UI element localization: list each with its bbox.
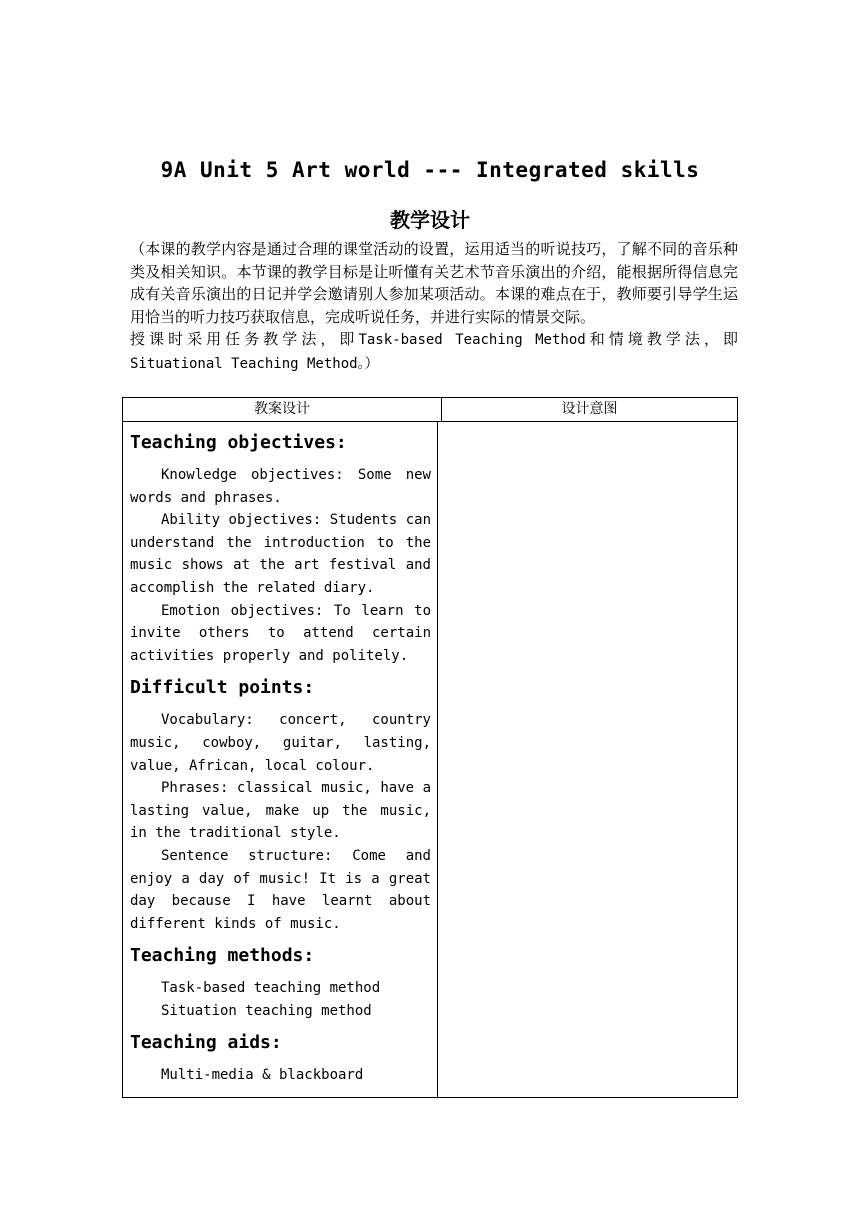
- objective-knowledge: Knowledge objectives: Some new words and phrases.: [130, 467, 431, 506]
- table-header-row: [123, 398, 737, 422]
- document-subtitle: 教学设计: [390, 208, 470, 232]
- intro-methods-c: 和情境教学法，即: [585, 330, 738, 348]
- method-item: Task-based teaching method: [161, 980, 381, 997]
- document-title: 9A Unit 5 Art world --- Integrated skills: [160, 158, 700, 182]
- objective-ability: Ability objectives: Students can understand the introduction to the music shows at the art festival and accomplish the related diary.: [130, 512, 431, 596]
- methods-heading: Teaching methods:: [130, 945, 315, 967]
- intro-text: （本课的教学内容是通过合理的课堂活动的设置，运用适当的听说技巧，了解不同的音乐种类及相关知识。本节课的教学目标是让听懂有关艺术节音乐演出的介绍，能根据所得信息完成有关音乐演出的日记并学会邀请别人参加某项活动。本课的难点在于，教师要引导学生运用恰当的听力技巧获取信息，完成听说任务，并进行实际的情景交际。: [130, 240, 738, 326]
- intro-methods-d: Situational Teaching Method。）: [130, 355, 379, 372]
- header-lesson-design: 教案设计: [123, 398, 442, 421]
- column-divider: [437, 422, 438, 1098]
- lesson-design-column: [130, 428, 431, 1093]
- intro-methods: [130, 328, 738, 375]
- objectives-heading: Teaching objectives:: [130, 432, 347, 453]
- objective-emotion: Emotion objectives: To learn to invite others to attend certain activities properly and politely.: [130, 602, 431, 664]
- method-item: Situation teaching method: [161, 1002, 372, 1019]
- aids-heading: Teaching aids:: [130, 1032, 282, 1054]
- intro-methods-b: Task-based Teaching Method: [358, 332, 586, 348]
- aid-item: Multi-media & blackboard: [161, 1067, 364, 1084]
- intro-paragraph: [130, 238, 738, 375]
- difficult-points-list: [130, 709, 431, 935]
- difficult-sentence: Sentence structure: Come and enjoy a day of music! It is a great day because I have learnt about different kinds of music.: [130, 847, 431, 932]
- aids-list: [130, 1064, 431, 1087]
- difficult-phrases: Phrases: classical music, have a lasting value, make up the music, in the traditional style.: [130, 780, 431, 842]
- difficult-points-heading: Difficult points:: [130, 677, 315, 699]
- header-design-intent: 设计意图: [561, 401, 618, 417]
- objectives-list: [130, 464, 431, 667]
- lesson-plan-table: [122, 397, 738, 1098]
- methods-list: [130, 977, 431, 1022]
- difficult-vocabulary: Vocabulary: concert, country music, cowboy, guitar, lasting, value, African, local colour.: [130, 712, 431, 774]
- intro-methods-a: 授课时采用任务教学法，即: [130, 330, 359, 348]
